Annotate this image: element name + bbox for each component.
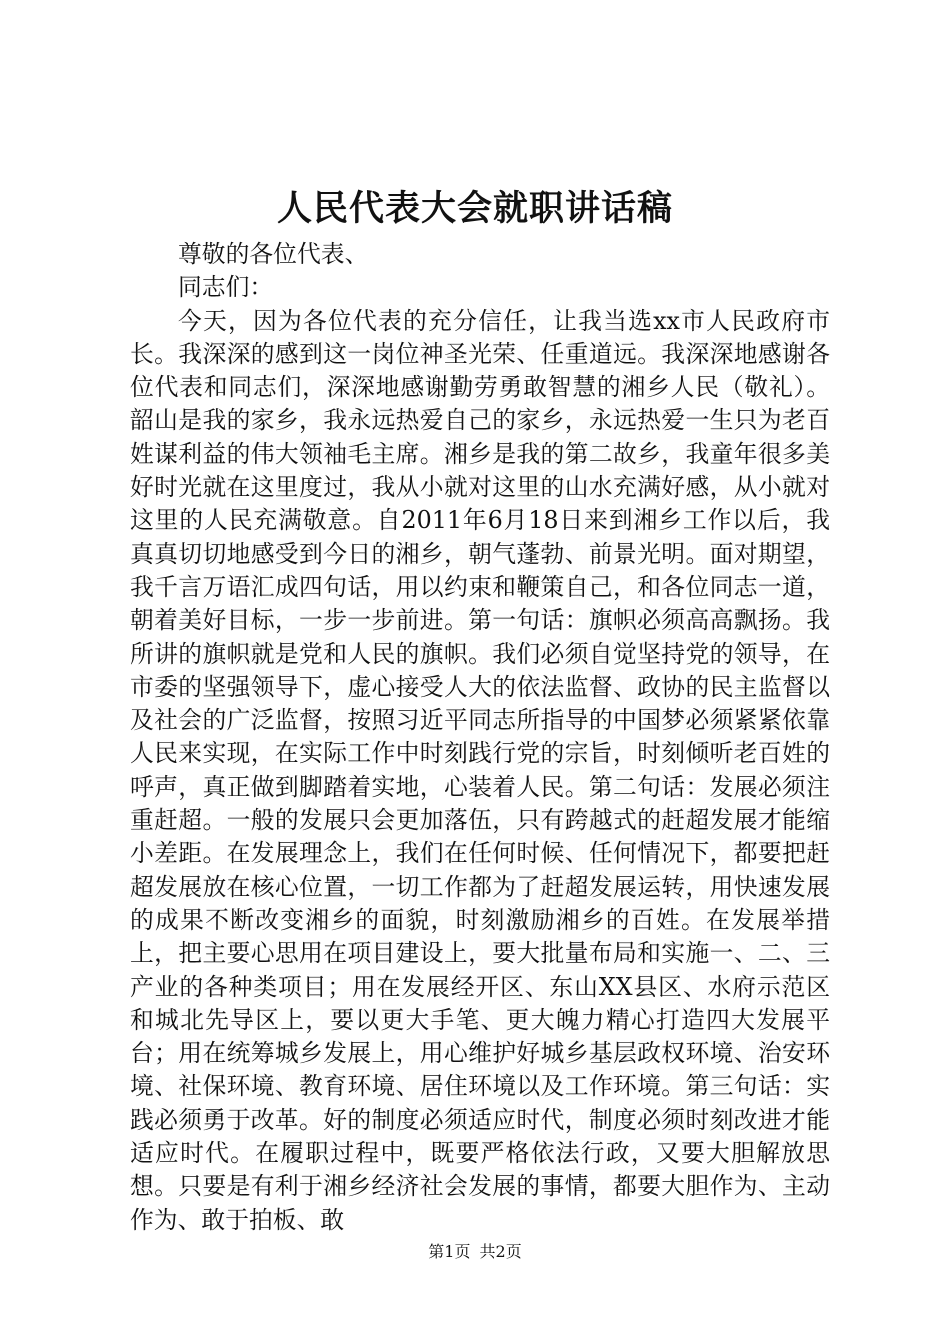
salutation-line-2: 同志们：: [178, 273, 274, 302]
salutation-line-1: 尊敬的各位代表、: [178, 240, 369, 268]
document-title: 人民代表大会就职讲话稿: [276, 188, 673, 229]
page-footer: 第1页 共2页: [428, 1242, 522, 1261]
document-body: [130, 238, 830, 1237]
body-paragraph: 今天，因为各位代表的充分信任，让我当选xx市人民政府市长。我深深的感到这一岗位神圣光荣、任重道远。我深深地感谢各位代表和同志们，深深地感谢勤劳勇敢智慧的湘乡人民（敬礼）。韶山是我的家乡，我永远热爱自己的家乡，永远热爱一生只为老百姓谋利益的伟大领袖毛主席。湘乡是我的第二故乡，我童年很多美好时光就在这里度过，我从小就对这里的山水充满好感，从小就对这里的人民充满敬意。自2011年6月18日来到湘乡工作以后，我真真切切地感受到今日的湘乡，朝气蓬勃、前景光明。面对期望，我千言万语汇成四句话，用以约束和鞭策自己，和各位同志一道，朝着美好目标，一步一步前进。第一句话：旗帜必须高高飘扬。我所讲的旗帜就是党和人民的旗帜。我们必须自觉坚持党的领导，在市委的坚强领导下，虚心接受人大的依法监督、政协的民主监督以及社会的广泛监督，按照习近平同志所指导的中国梦必须紧紧依靠人民来实现，在实际工作中时刻践行党的宗旨，时刻倾听老百姓的呼声，真正做到脚踏着实地，心装着人民。第二句话：发展必须注重赶超。一般的发展只会更加落伍，只有跨越式的赶超发展才能缩小差距。在发展理念上，我们在任何时候、任何情况下，都要把赶超发展放在核心位置，一切工作都为了赶超发展运转，用快速发展的成果不断改变湘乡的面貌，时刻激励湘乡的百姓。在发展举措上，把主要心思用在项目建设上，要大批量布局和实施一、二、三产业的各种类项目；用在发展经开区、东山XX县区、水府示范区和城北先导区上，要以更大手笔、更大魄力精心打造四大发展平台；用在统筹城乡发展上，用心维护好城乡基层政权环境、治安环境、社保环境、教育环境、居住环境以及工作环境。第三句话：实践必须勇于改革。好的制度必须适应时代，制度必须时刻改进才能适应时代。在履职过程中，既要严格依法行政，又要大胆解放思想。只要是有利于湘乡经济社会发展的事情，都要大胆作为、主动作为、敢于拍板、敢: [130, 306, 830, 1234]
